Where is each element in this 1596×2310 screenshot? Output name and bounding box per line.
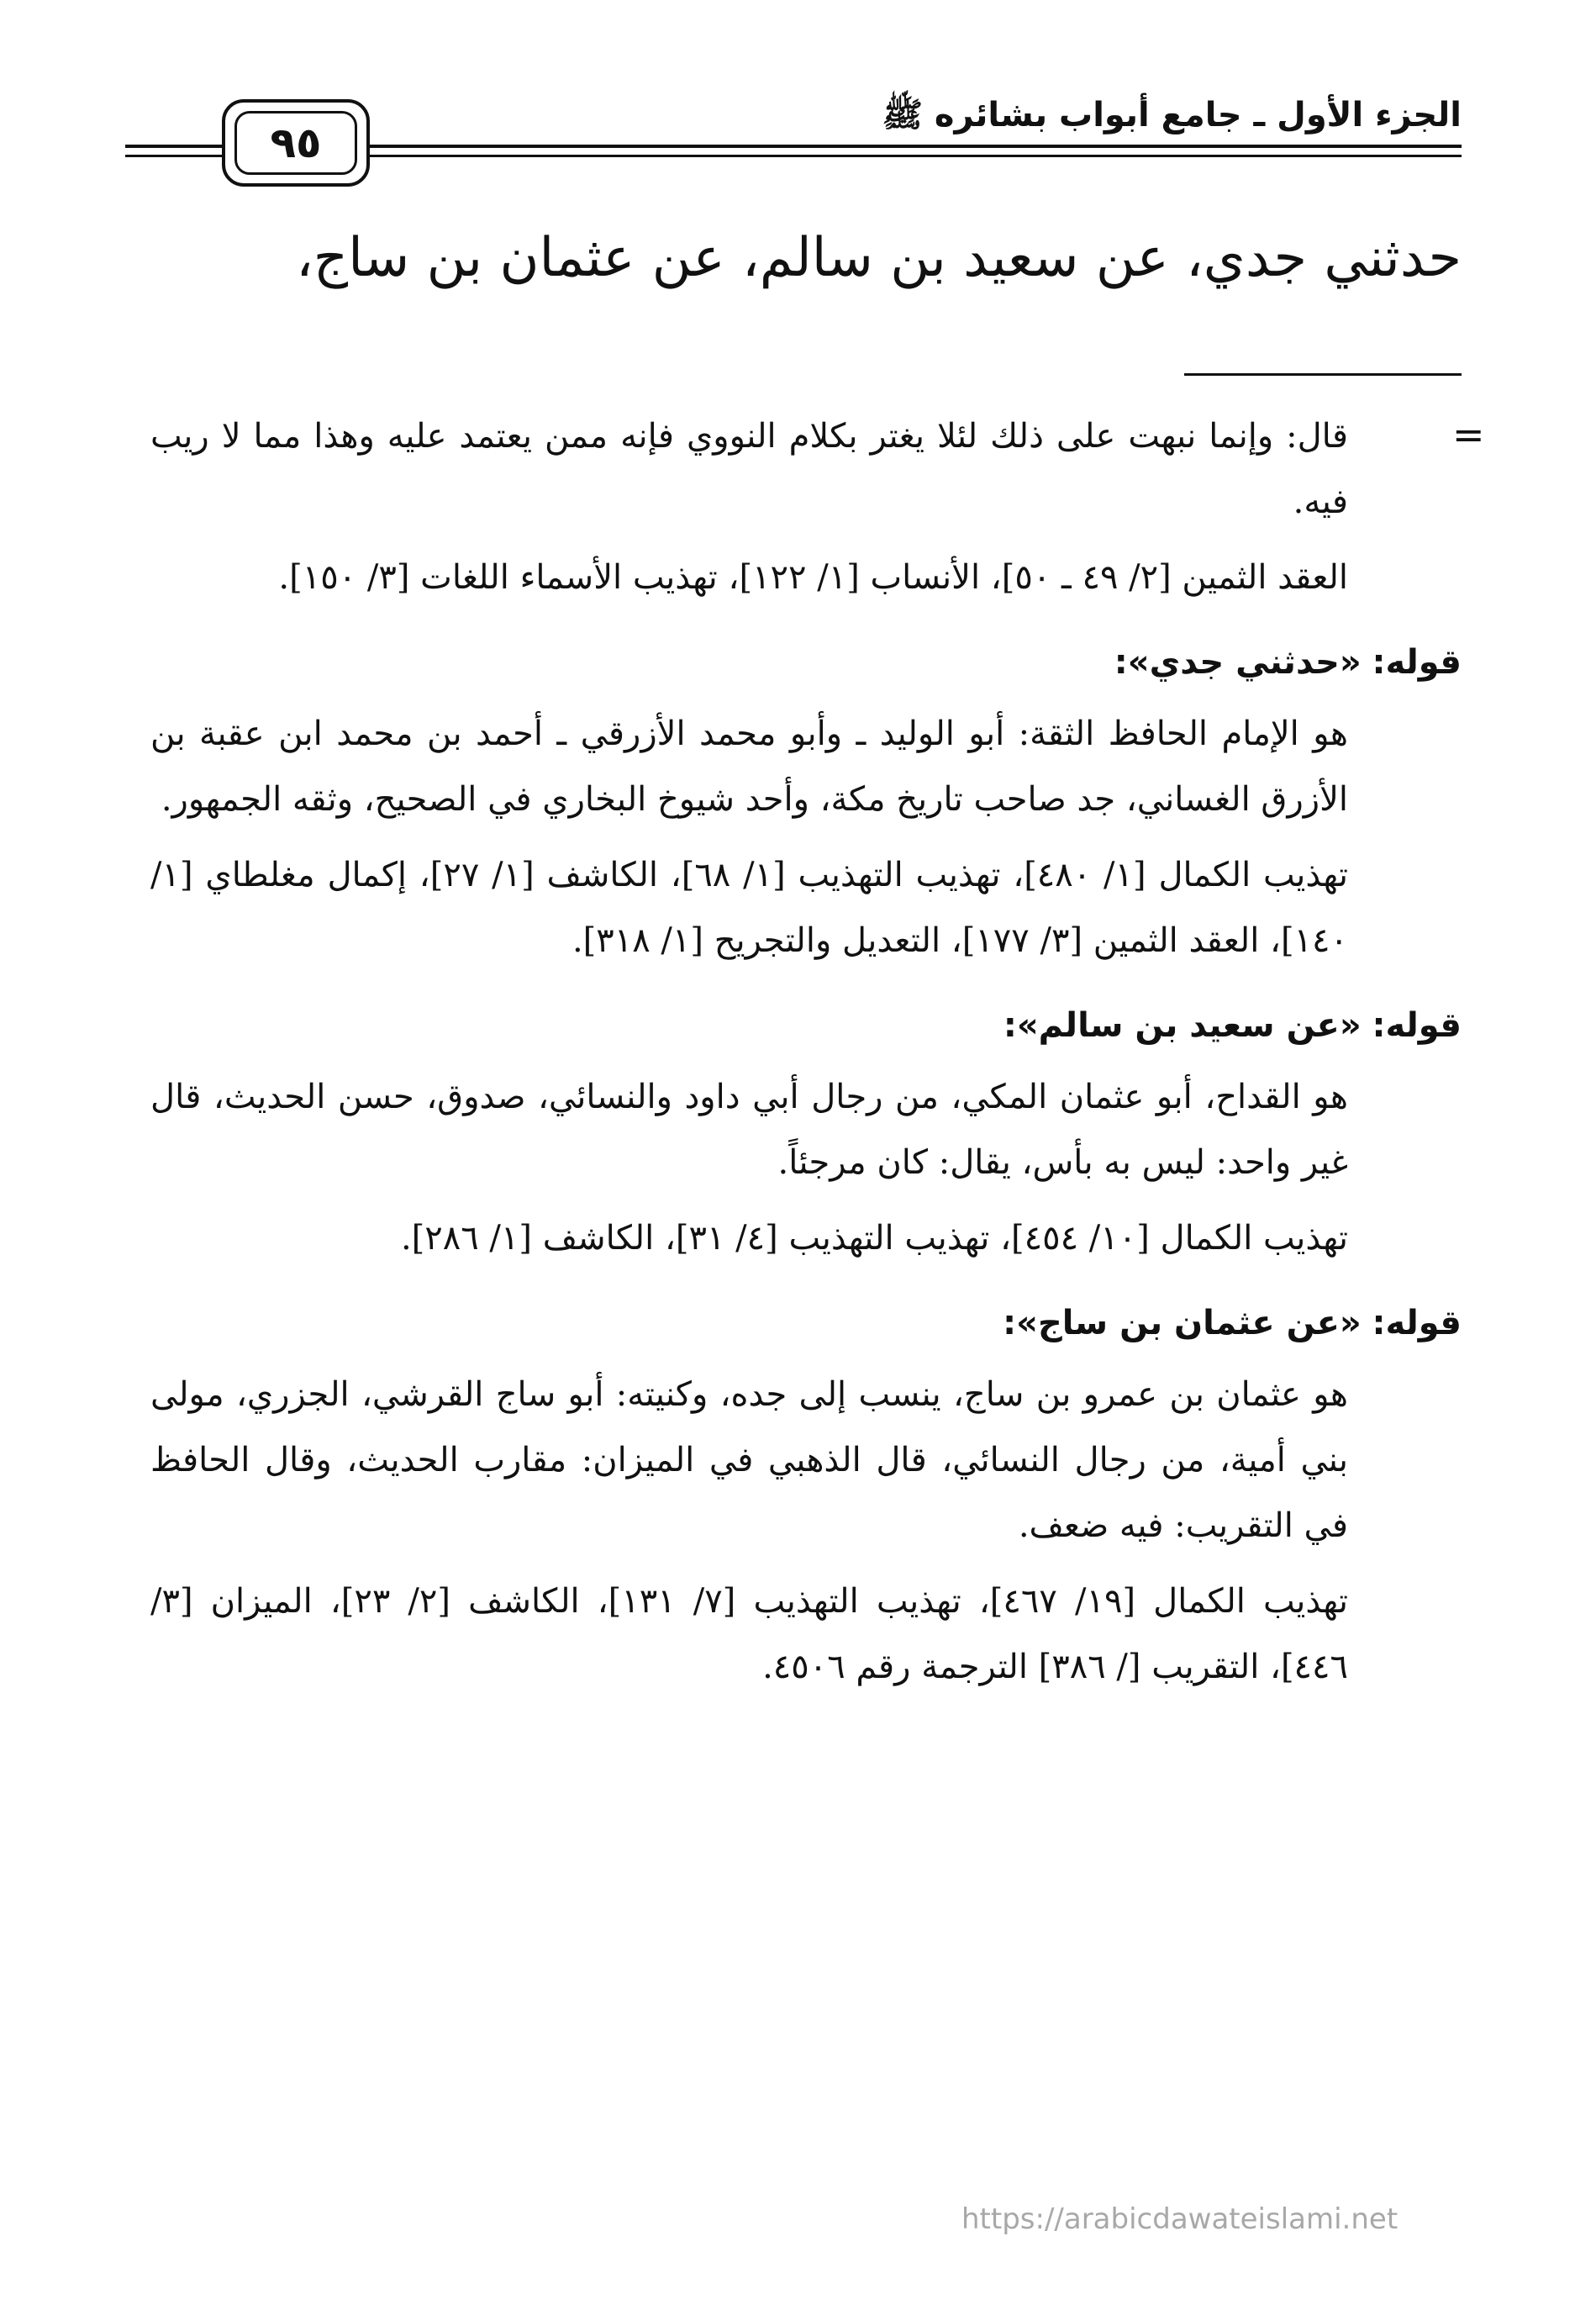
footnotes [150, 403, 1462, 1710]
footnote-quote: «عن سعيد بن سالم»: [1003, 1006, 1362, 1045]
footnote-refs: تهذيب الكمال [١/ ٤٨٠]، تهذيب التهذيب [١/ ٦٨]، الكاشف [١/ ٢٧]، إكمال مغلطاي [١/ ١٤٠]، العقد الثمين [٣/ ١٧٧]، التعديل والتجريح [١/ ٣١٨]. [150, 856, 1348, 960]
footnote-heading-3 [150, 1289, 1462, 1357]
footnote-continued-refs: العقد الثمين [٢/ ٤٩ ـ ٥٠]، الأنساب [١/ ١٢٢]، تهذيب الأسماء اللغات [٣/ ١٥٠]. [278, 558, 1348, 597]
main-text: حدثني جدي، عن سعيد بن سالم، عن عثمان بن ساج، [296, 227, 1462, 289]
page-number-frame [222, 99, 370, 187]
continuation-mark: = [1452, 412, 1485, 457]
footnote-bio: هو الإمام الحافظ الثقة: أبو الوليد ـ وأبو محمد الأزرقي ـ أحمد بن محمد ابن عقبة بن الأزرق الغساني، جد صاحب تاريخ مكة، وأحد شيوخ البخاري في الصحيح، وثقه الجمهور. [150, 715, 1348, 819]
footnote-refs: تهذيب الكمال [١٠/ ٤٥٤]، تهذيب التهذيب [٤/ ٣١]، الكاشف [١/ ٢٨٦]. [400, 1219, 1348, 1258]
footnote-label: قوله: [1372, 1006, 1462, 1045]
footnote-quote: «عن عثمان بن ساج»: [1003, 1304, 1362, 1342]
footnote-heading-2 [150, 992, 1462, 1059]
running-title: الجزء الأول ـ جامع أبواب بشائره ﷺ [882, 96, 1462, 134]
footnote-bio: هو عثمان بن عمرو بن ساج، ينسب إلى جده، وكنيته: أبو ساج القرشي، الجزري، مولى بني أمية، من رجال النسائي، قال الذهبي في الميزان: مقارب الحديث، وقال الحافظ في التقريب: فيه ضعف. [150, 1375, 1348, 1545]
footnote-quote: «حدثني جدي»: [1114, 643, 1362, 682]
footnote-bio: هو القداح، أبو عثمان المكي، من رجال أبي داود والنسائي، صدوق، حسن الحديث، قال غير واحد: ليس به بأس، يقال: كان مرجئاً. [150, 1078, 1348, 1182]
footnote-heading-1 [150, 629, 1462, 696]
footnote-refs: تهذيب الكمال [١٩/ ٤٦٧]، تهذيب التهذيب [٧/ ١٣١]، الكاشف [٢/ ٢٣]، الميزان [٣/ ٤٤٦]، التقريب [/ ٣٨٦] الترجمة رقم ٤٥٠٦. [150, 1582, 1348, 1686]
footnote-label: قوله: [1372, 1304, 1462, 1342]
footnote-separator [1184, 373, 1462, 376]
watermark-url: https://arabicdawateislami.net [961, 2202, 1398, 2236]
page-number: ٩٥ [234, 111, 357, 175]
footnote-label: قوله: [1372, 643, 1462, 682]
footnote-continued-quote: قال: وإنما نبهت على ذلك لئلا يغتر بكلام النووي فإنه ممن يعتمد عليه وهذا مما لا ريب فيه. [150, 417, 1348, 521]
